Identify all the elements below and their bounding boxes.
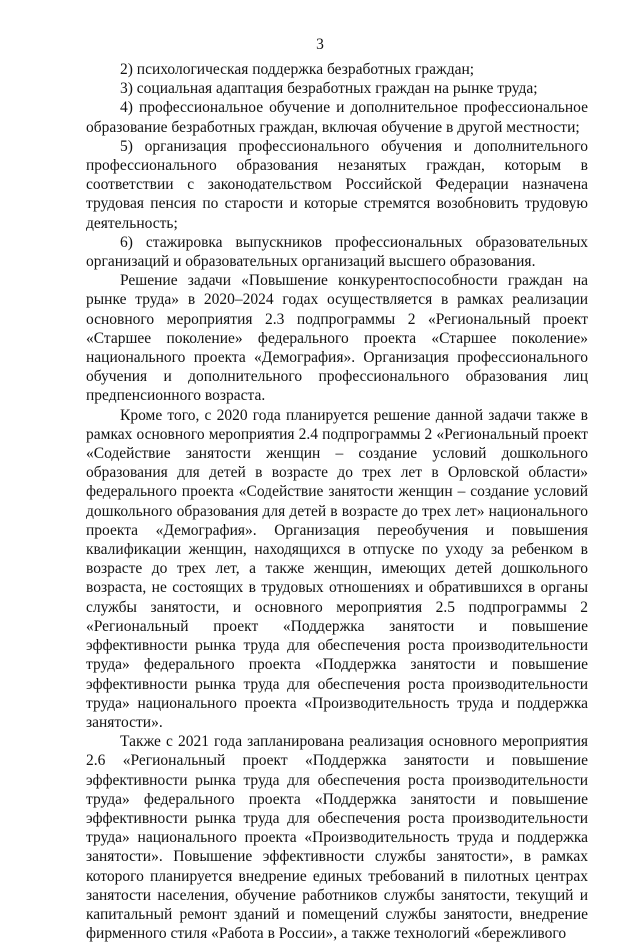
- paragraph-additional-2020: Кроме того, с 2020 года планируется решение данной задачи также в рамках основного мероприятия 2.4 подпрограммы 2 «Региональный проект «Содействие занятости женщин – создание условий дошкольного образования для детей в возрасте до трех лет в Орловской области» федерального проекта «Содействие занятости женщин – создание условий дошкольного образования для детей в возрасте до трех лет» национального проекта «Демография». Организация переобучения и повышения квалификации женщин, находящихся в отпуске по уходу за ребенком в возрасте до трех лет, а также женщин, имеющих детей дошкольного возраста, не состоящих в трудовых отношениях и обратившихся в органы службы занятости, и основного мероприятия 2.5 подпрограммы 2 «Региональный проект «Поддержка занятости и повышение эффективности рынка труда для обеспечения роста производительности труда» федерального проекта «Поддержка занятости и повышение эффективности рынка труда для обеспечения роста производительности труда» национального проекта «Производительность труда и поддержка занятости».: [86, 406, 588, 731]
- paragraph-task-solution: Решение задачи «Повышение конкурентоспособности граждан на рынке труда» в 2020–2024 годах осуществляется в рамках реализации основного мероприятия 2.3 подпрограммы 2 «Региональный проект «Старшее поколение» федерального проекта «Старшее поколение» национального проекта «Демография». Организация профессионального обучения и дополнительного профессионального образования лиц предпенсионного возраста.: [86, 272, 588, 405]
- list-item-4: 4) профессиональное обучение и дополнительное профессиональное образование безработных граждан, включая обучение в другой местности;: [86, 99, 588, 136]
- list-item-6: 6) стажировка выпускников профессиональных образовательных организаций и образовательных организаций высшего образования.: [86, 233, 588, 271]
- document-body: [86, 60, 588, 943]
- page-number: 3: [316, 36, 324, 53]
- list-item-2: 2) психологическая поддержка безработных граждан;: [120, 61, 475, 78]
- list-item-5: 5) организация профессионального обучения и дополнительного профессионального образования незанятых граждан, которым в соответствии с законодательством Российской Федерации назначена трудовая пенсия по старости и которые стремятся возобновить трудовую деятельность;: [86, 137, 588, 232]
- paragraph-additional-2021: Также с 2021 года запланирована реализация основного мероприятия 2.6 «Региональный проект «Поддержка занятости и повышение эффективности рынка труда для обеспечения роста производительности труда» федерального проекта «Поддержка занятости и повышение эффективности рынка труда для обеспечения роста производительности труда» национального проекта «Производительность труда и поддержка занятости». Повышение эффективности службы занятости», в рамках которого планируется внедрение единых требований в пилотных центрах занятости населения, обучение работников службы занятости, текущий и капитальный ремонт зданий и помещений службы занятости, внедрение фирменного стиля «Работа в России», а также технологий «бережливого: [86, 733, 588, 943]
- list-item-3: 3) социальная адаптация безработных граждан на рынке труда;: [120, 80, 538, 98]
